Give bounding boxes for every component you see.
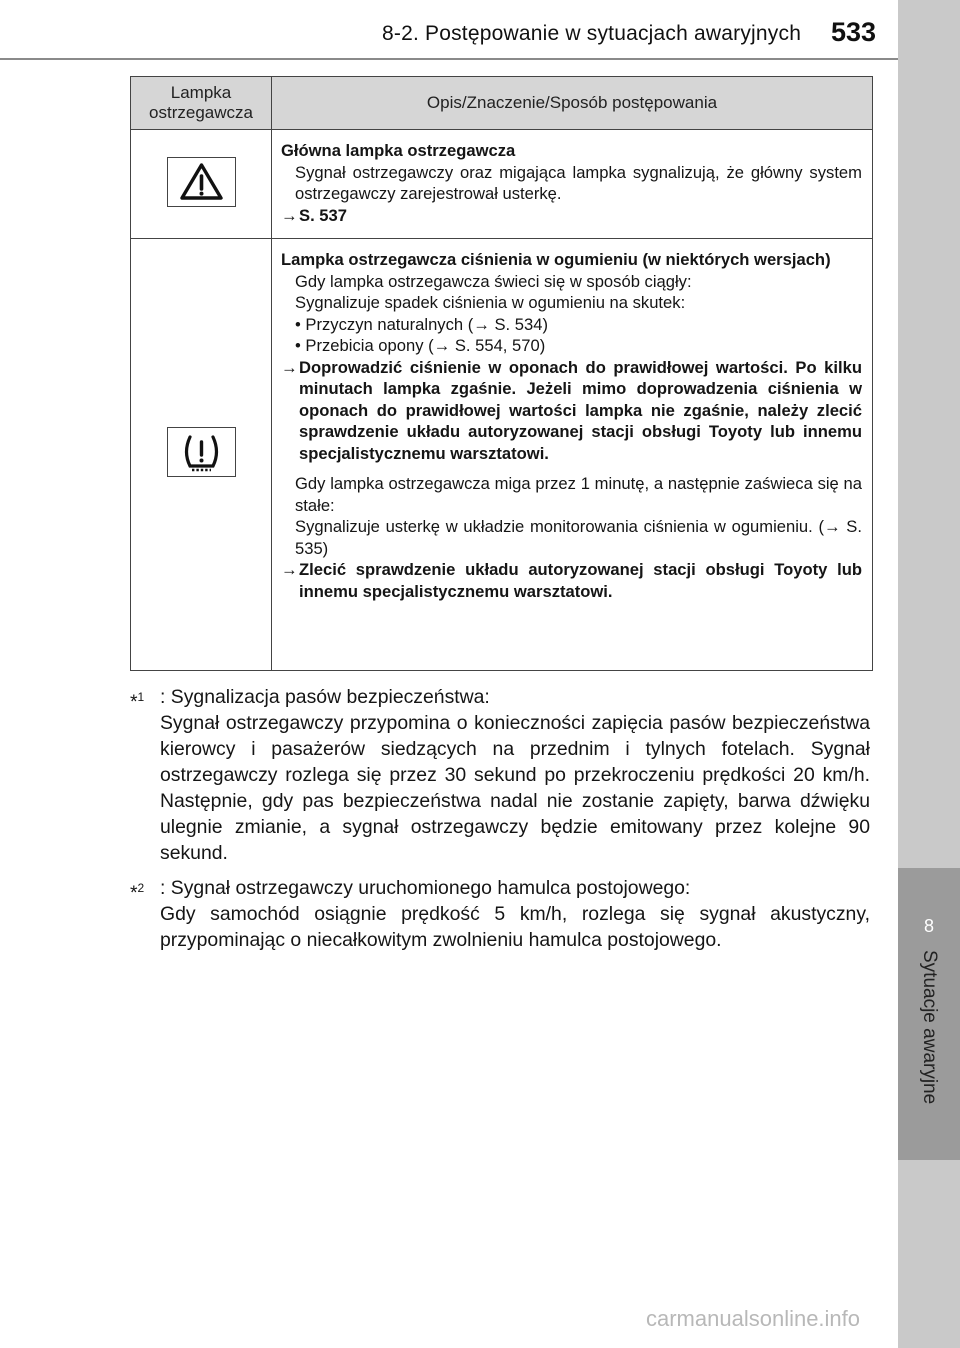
lamp-cell	[131, 239, 272, 671]
steady-condition: Gdy lampka ostrzegawcza świeci się w sposób ciągły:	[295, 271, 692, 291]
master-warning-triangle-icon	[167, 157, 236, 207]
footnote	[130, 875, 870, 953]
chapter-number: 8	[923, 916, 934, 936]
lamp-title: Główna lampka ostrzegawcza	[281, 141, 516, 160]
action-instruction	[281, 357, 862, 465]
watermark: carmanualsonline.info	[646, 1306, 861, 1331]
footnote-title: : Sygnał ostrzegawczy uruchomionego hamulca postojowego:	[160, 877, 691, 899]
table-header-row	[131, 77, 873, 130]
chapter-label: Sytuacje awaryjne	[919, 950, 940, 1105]
lamp-title: Lampka ostrzegawcza ciśnienia w ogumieniu (w niektórych wersjach)	[281, 250, 831, 269]
section-title: 8-2. Postępowanie w sytuacjach awaryjnych	[382, 22, 802, 45]
column-header-lamp	[131, 77, 272, 130]
footnote-asterisk: *	[130, 691, 138, 713]
page-reference[interactable]	[281, 205, 862, 227]
page-reference-label: S. 537	[299, 205, 347, 225]
action-instruction-label: Doprowadzić ciśnienie w oponach do prawidłowej wartości. Po kilku minutach lampka zgaśnie. Jeżeli mimo doprowadzenia ciśnienia w oponach do prawidłowej wartości lampka nie zgaśnie, należy zlecić sprawdzenie układu autoryzowanej stacji obsługi Toyoty lub innemu specjalistycznemu warsztatowi.	[299, 357, 862, 463]
blink-condition: Gdy lampka ostrzegawcza miga przez 1 minutę, a następnie zaświeca się na stałe:	[295, 474, 862, 515]
page-number: 533	[831, 17, 877, 47]
column-header-description-label: Opis/Znaczenie/Sposób postępowania	[426, 93, 718, 112]
tire-pressure-warning-icon	[167, 427, 236, 477]
arrow-right-icon: →	[281, 357, 298, 377]
blink-meaning: Sygnalizuje usterkę w układzie monitorowania ciśnienia w ogumieniu. (→ S. 535)	[295, 517, 862, 558]
cause-bullet: • Przebicia opony (→ S. 554, 570)	[295, 336, 546, 355]
footnotes	[130, 684, 870, 962]
chapter-tab[interactable]	[898, 868, 960, 1160]
footnote-number: 1	[137, 690, 145, 704]
header-divider	[0, 58, 898, 60]
description-cell	[272, 130, 873, 239]
table-row	[131, 239, 873, 671]
steady-meaning: Sygnalizuje spadek ciśnienia w ogumieniu na skutek:	[295, 293, 686, 312]
footnote	[130, 684, 870, 866]
footnote-marker	[130, 684, 144, 715]
action-instruction-label: Zlecić sprawdzenie układu autoryzowanej stacji obsługi Toyoty lub innemu specjalistycznemu warsztatowi.	[299, 560, 862, 601]
arrow-right-icon: →	[281, 205, 298, 225]
column-header-lamp-label: Lampka ostrzegawcza	[149, 83, 253, 122]
footnote-body: Gdy samochód osiągnie prędkość 5 km/h, rozlega się sygnał akustyczny, przypominając o niecałkowitym zwolnieniu hamulca postojowego.	[160, 903, 870, 951]
footnote-title: : Sygnalizacja pasów bezpieczeństwa:	[160, 686, 490, 708]
footnote-body: Sygnał ostrzegawczy przypomina o konieczności zapięcia pasów bezpieczeństwa kierowcy i pasażerów siedzących na przednim i tylnych fotelach. Sygnał ostrzegawczy rozlega się przez 30 sekund po przekroczeniu prędkości 20 km/h. Następnie, gdy pas bezpieczeństwa nadal nie zostanie zapięty, barwa dźwięku ulegnie zmianie, a sygnał ostrzegawczy będzie emitowany przez kolejne 90 sekund.	[160, 712, 870, 864]
footnote-number: 2	[137, 881, 145, 895]
table-row	[131, 130, 873, 239]
footnote-asterisk: *	[130, 882, 138, 904]
lamp-cell	[131, 130, 272, 239]
action-instruction	[281, 559, 862, 602]
description-cell	[272, 239, 873, 671]
column-header-description	[272, 77, 873, 130]
arrow-right-icon: →	[281, 560, 298, 579]
footnote-marker	[130, 875, 144, 906]
lamp-description: Sygnał ostrzegawczy oraz migająca lampka sygnalizują, że główny system ostrzegawczy zarejestrował usterkę.	[295, 162, 862, 203]
warning-lamp-table	[130, 76, 873, 671]
cause-bullet: • Przyczyn naturalnych (→ S. 534)	[295, 314, 548, 334]
